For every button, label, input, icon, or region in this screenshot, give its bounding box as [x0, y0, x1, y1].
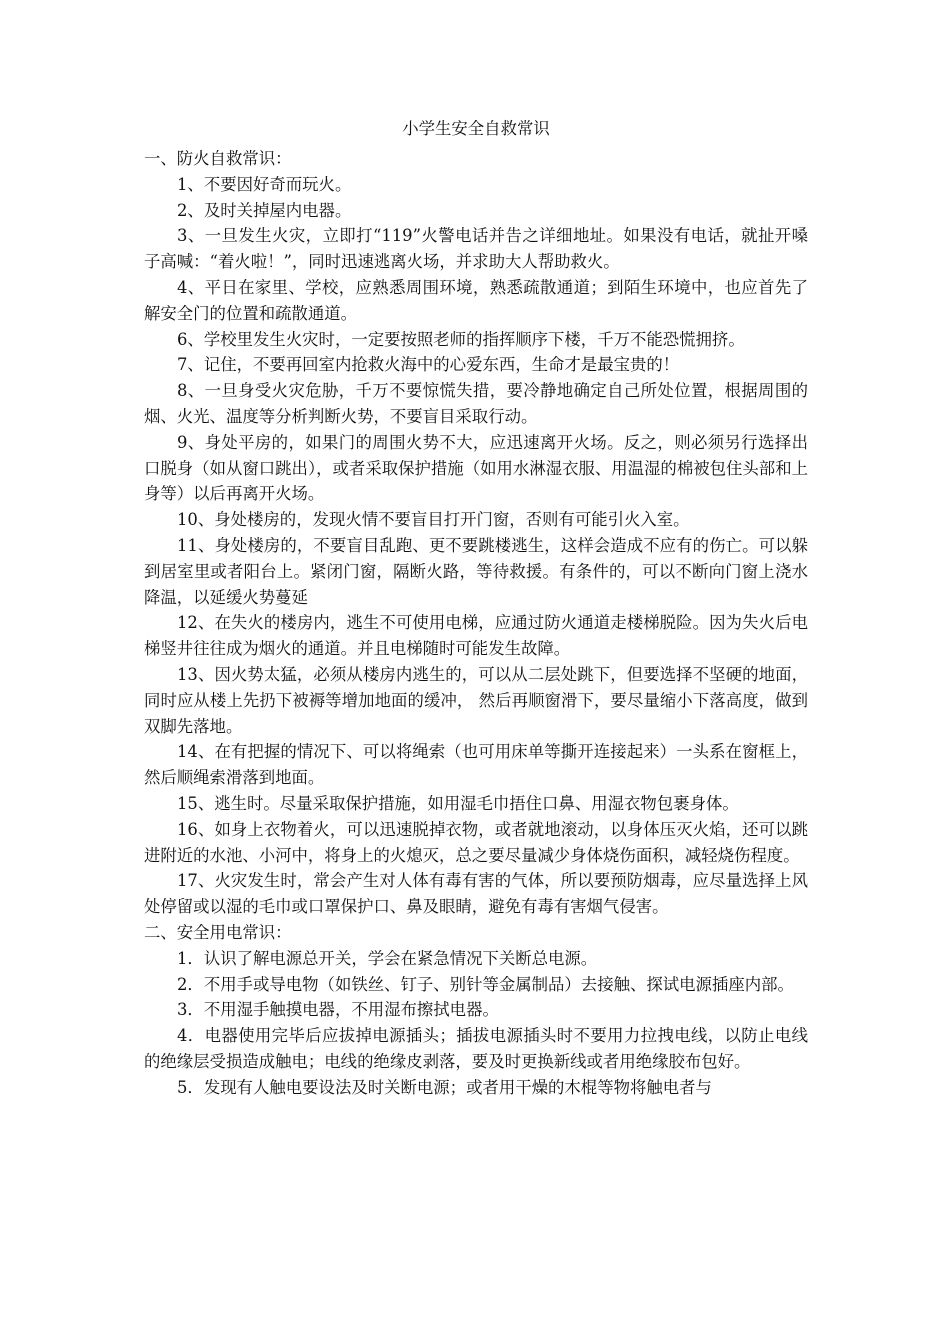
- paragraph: 12、在失火的楼房内，逃生不可使用电梯，应通过防火通道走楼梯脱险。因为失火后电梯竖井往往成为烟火的通道。并且电梯随时可能发生故障。: [144, 613, 808, 659]
- paragraph: 3、一旦发生火灾，立即打“119”火警电话并告之详细地址。如果没有电话，就扯开嗓子高喊：“着火啦！”，同时迅速逃离火场，并求助大人帮助救火。: [144, 226, 808, 272]
- paragraph: 9、身处平房的，如果门的周围火势不大，应迅速离开火场。反之，则必须另行选择出口脱身（如从窗口跳出），或者采取保护措施（如用水淋湿衣服、用温湿的棉被包住头部和上身等）以后再离开火场。: [144, 432, 808, 504]
- paragraph: 4．电器使用完毕后应拔掉电源插头；插拔电源插头时不要用力拉拽电线，以防止电线的绝缘层受损造成触电；电线的绝缘皮剥落，要及时更换新线或者用绝缘胶布包好。: [144, 1026, 808, 1071]
- paragraph: 14、在有把握的情况下、可以将绳索（也可用床单等撕开连接起来）一头系在窗框上，然后顺绳索滑落到地面。: [144, 742, 808, 788]
- paragraph: 15、逃生时。尽量采取保护措施，如用湿毛巾捂住口鼻、用湿衣物包裹身体。: [177, 793, 739, 813]
- paragraph: 5．发现有人触电要设法及时关断电源；或者用干燥的木棍等物将触电者与: [177, 1077, 712, 1097]
- paragraph: 13、因火势太猛，必须从楼房内逃生的，可以从二层处跳下，但要选择不坚硬的地面，同时应从楼上先扔下被褥等增加地面的缓冲， 然后再顺窗滑下，要尽量缩小下落高度，做到双脚先落地。: [144, 664, 808, 736]
- paragraph: 8、一旦身受火灾危胁，千万不要惊慌失措，要冷静地确定自己所处位置，根据周围的烟、火光、温度等分析判断火势，不要盲目采取行动。: [144, 381, 808, 426]
- section-fire: [144, 146, 808, 920]
- paragraph: 7、记住，不要再回室内抢救火海中的心爱东西，生命才是最宝贵的！: [177, 355, 680, 375]
- paragraph: 11、身处楼房的，不要盲目乱跑、更不要跳楼逃生，这样会造成不应有的伤亡。可以躲到居室里或者阳台上。紧闭门窗，隔断火路，等待救援。有条件的，可以不断向门窗上浇水降温，以延缓火势蔓延: [144, 535, 808, 607]
- paragraph: 1．认识了解电源总开关，学会在紧急情况下关断总电源。: [177, 948, 598, 968]
- document-page: [144, 110, 808, 1100]
- section-electricity: [144, 920, 808, 1101]
- section-heading-electricity: 二、安全用电常识：: [144, 922, 292, 942]
- paragraph: 3．不用湿手触摸电器，不用湿布擦拭电器。: [177, 1000, 499, 1020]
- paragraph: 6、学校里发生火灾时，一定要按照老师的指挥顺序下楼，千万不能恐慌拥挤。: [177, 329, 745, 349]
- paragraph: 17、火灾发生时，常会产生对人体有毒有害的气体，所以要预防烟毒，应尽量选择上风处停留或以湿的毛巾或口罩保护口、鼻及眼睛，避免有毒有害烟气侵害。: [144, 871, 808, 917]
- paragraph: 1、不要因好奇而玩火。: [177, 174, 352, 194]
- paragraph: 10、身处楼房的，发现火情不要盲目打开门窗，否则有可能引火入室。: [177, 510, 690, 530]
- paragraph: 2．不用手或导电物（如铁丝、钉子、别针等金属制品）去接触、探试电源插座内部。: [177, 974, 794, 994]
- paragraph: 4、平日在家里、学校，应熟悉周围环境，熟悉疏散通道；到陌生环境中，也应首先了解安全门的位置和疏散通道。: [144, 277, 808, 323]
- document-title: 小学生安全自救常识: [402, 119, 550, 138]
- paragraph: 16、如身上衣物着火，可以迅速脱掉衣物，或者就地滚动，以身体压灭火焰，还可以跳进附近的水池、小河中，将身上的火熄灭，总之要尽量减少身体烧伤面积，减轻烧伤程度。: [144, 819, 808, 865]
- section-heading-fire: 一、防火自救常识：: [144, 149, 292, 168]
- paragraph: 2、及时关掉屋内电器。: [177, 200, 352, 220]
